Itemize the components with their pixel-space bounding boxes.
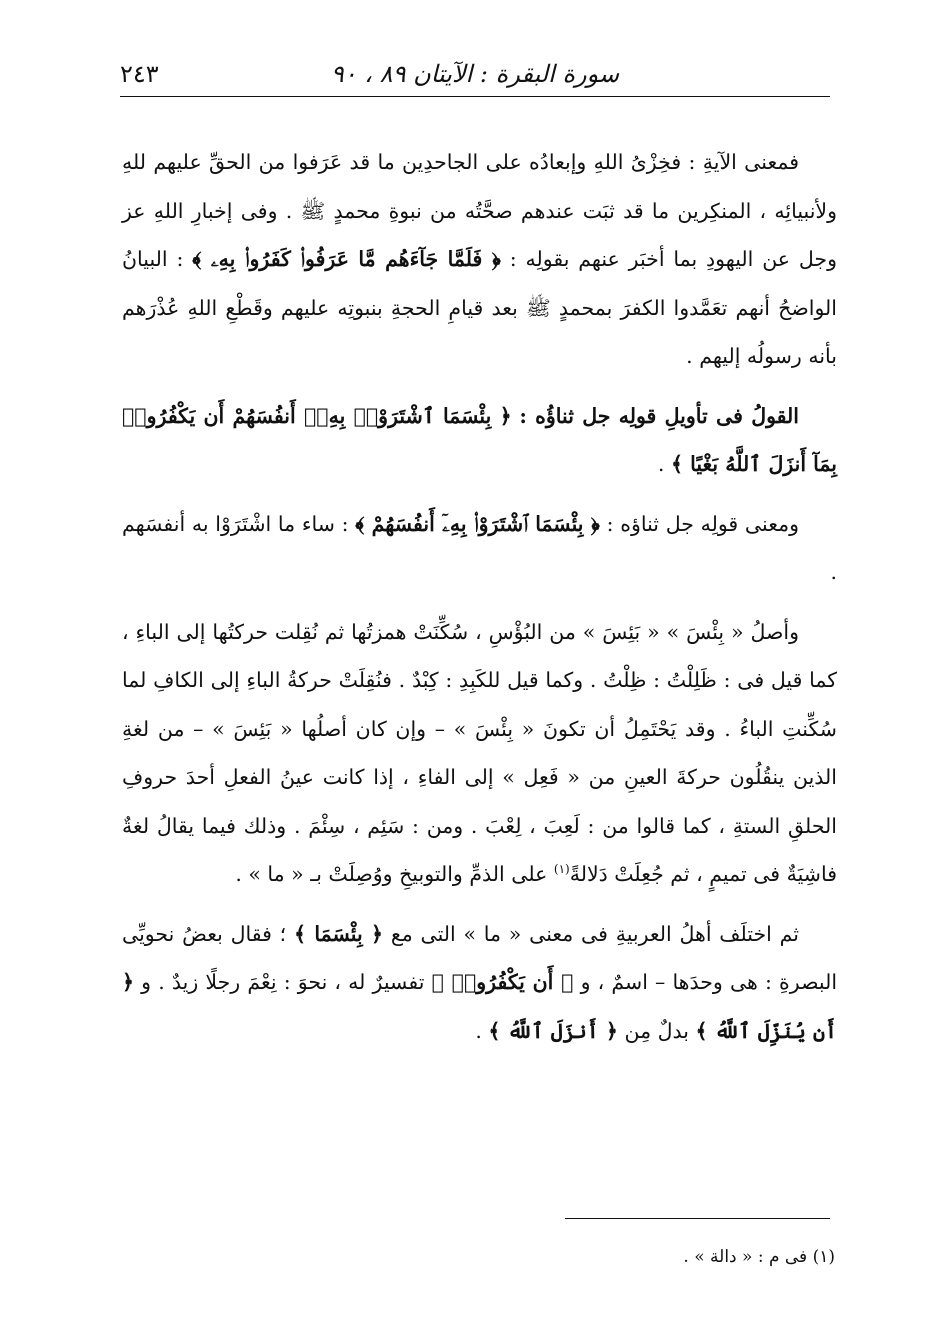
paragraph-5-text-d: بدلٌ مِن bbox=[624, 1018, 689, 1043]
paragraph-2-end: . bbox=[657, 452, 665, 476]
paragraph-5 bbox=[122, 910, 837, 1056]
quran-quote-5: ﴿ أَن يَكْفُرُوا۟ ﴾ bbox=[431, 970, 574, 994]
quran-quote-7: ﴿ أَنزَلَ ٱللَّهُ ﴾ bbox=[488, 1018, 618, 1043]
paragraph-4-rest: على الذمِّ والتوبيخِ ووُصِلَتْ بـ « ما » . bbox=[235, 862, 548, 886]
paragraph-5-text-b: ؛ فقال بعضُ نحويِّى البصرةِ : هى وحدَها – اسمٌ ، و bbox=[122, 921, 838, 994]
page-number: ٢٤٣ bbox=[120, 60, 159, 88]
paragraph-3-rest: : ساء ما اشْتَرَوْا به أنفسَهم . bbox=[122, 511, 837, 584]
paragraph-4-text: وأصلُ « بِئْسَ » « بَئِسَ » من البُؤْسِ ، سُكِّنَتْ همزتُها ثم نُقِلت حركتُها إلى الباءِ ، كما قيل فى : ظَلِلْتُ : ظِلْتُ . وكما قيل للكَبِدِ : كِبْدٌ . فنُقِلَتْ حركةُ الباءِ إلى الكافِ لما سُكِّنتِ الباءُ . وقد يَحْتَمِلُ أن تكونَ « بِئْسَ » – وإن كان أصلُها « بَئِسَ » – من لغةِ الذين ينقُلُون حركةَ العينِ من « فَعِل » إلى الفاءِ ، إذا كانت عينُ الفعلِ أحدَ حروفِ الحلقِ الستةِ ، كما قالوا من : لَعِبَ ، لِعْبَ . ومن : سَئِم ، سِئْمَ . وذلك فيما يقالُ لغةٌ فاشِيَةٌ فى تميمٍ ، ثم جُعِلَتْ دَلالةً bbox=[122, 619, 837, 886]
paragraph-5-text-c: تفسيرٌ له ، نحوَ : نِعْمَ رجلًا زيدٌ . و bbox=[141, 970, 425, 994]
quran-quote-3: ﴿ بِئْسَمَا ٱشْتَرَوْا۟ بِهِۦٓ أَنفُسَهُمْ ﴾ bbox=[355, 511, 600, 536]
footnote-marker[interactable]: (١) bbox=[553, 862, 570, 877]
quran-quote-6: ﴿ أَن يُنَزِّلَ ٱللَّهُ ﴾ bbox=[122, 970, 837, 1043]
page-header bbox=[120, 52, 830, 100]
paragraph-1 bbox=[122, 138, 837, 381]
paragraph-1-text: فمعنى الآيةِ : فخِزْىُ اللهِ وإبعادُه على الجاحدِين ما قد عَرَفوا من الحقِّ عليهم للهِ ولأنبيائِه ، المنكِرين ما قد ثبَت عندهم صحَّتُه من نبوةِ محمدٍ ﷺ . وفى إخبارِ اللهِ عز وجل عن اليهودِ بما أخبَر عنهم بقولِه : bbox=[122, 150, 837, 271]
running-title: سورة البقرة : الآيتان ٨٩ ، ٩٠ bbox=[330, 60, 620, 88]
paragraph-4 bbox=[122, 608, 837, 899]
paragraph-2 bbox=[122, 392, 837, 489]
paragraph-5-text-a: ثم اختلَف أهلُ العربيةِ فى معنى « ما » التى مع bbox=[390, 921, 799, 946]
footnote: (١) فى م : « دالة » . bbox=[683, 1247, 835, 1267]
quran-quote-4: ﴿ بِئْسَمَا ﴾ bbox=[293, 921, 384, 946]
section-heading: القولُ فى تأويلِ قولِه جل ثناؤُه : bbox=[519, 403, 799, 428]
header-divider bbox=[120, 96, 830, 97]
footnote-divider bbox=[565, 1218, 830, 1219]
quran-quote-2: ﴿ بِئْسَمَا ٱشْتَرَوْا۟ بِهِۦٓ أَنفُسَهُمْ أَن يَكْفُرُوا۟ بِمَآ أَنزَلَ ٱللَّهُ بَغْيًا ﴾ bbox=[122, 403, 837, 476]
paragraph-3-text: ومعنى قولِه جل ثناؤه : bbox=[606, 511, 799, 536]
main-text bbox=[122, 138, 837, 1066]
paragraph-1-rest: : البيانُ الواضحُ أنهم تعَمَّدوا الكفرَ بمحمدٍ ﷺ بعد قيامِ الحجةِ بنبوتِه عليهم وقَطْعِ اللهِ عُذْرَهم بأنه رسولُه إليهم . bbox=[122, 247, 837, 368]
quran-quote-1: ﴿ فَلَمَّا جَآءَهُم مَّا عَرَفُوا۟ كَفَرُوا۟ بِهِۦ ﴾ bbox=[192, 247, 501, 271]
paragraph-5-text-e: . bbox=[475, 1018, 482, 1043]
paragraph-3 bbox=[122, 500, 837, 597]
